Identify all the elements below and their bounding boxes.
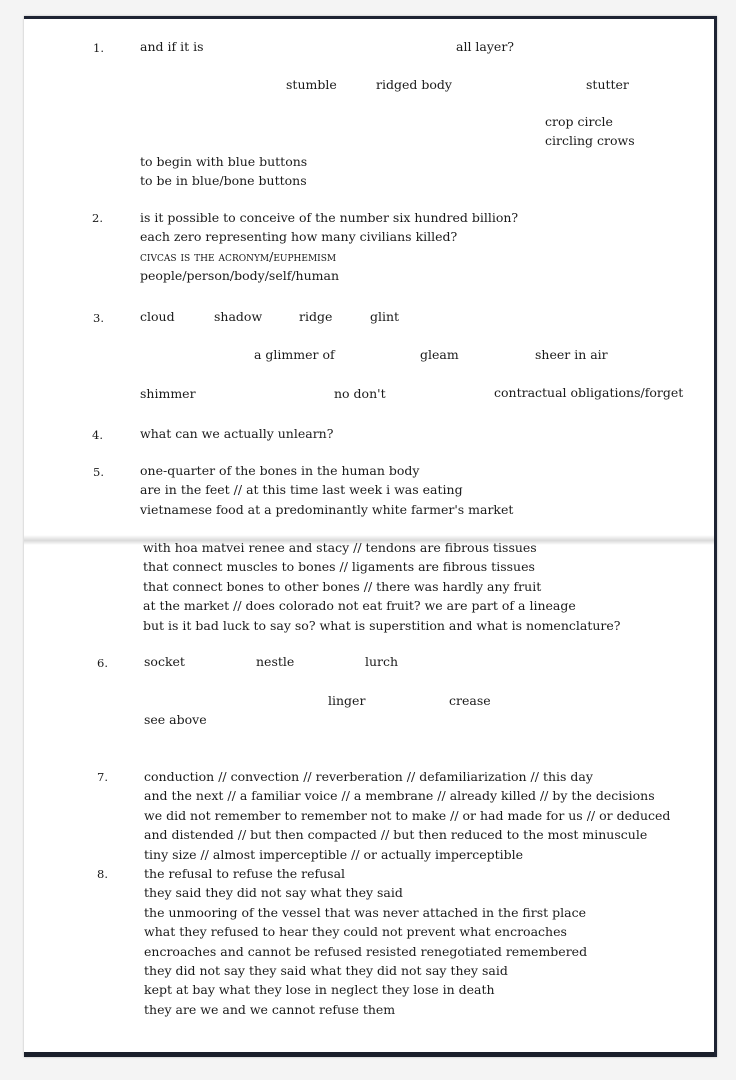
section-3-word: no don't [334, 386, 386, 401]
section-7-line: we did not remember to remember not to make // or had made for us // or deduced [144, 807, 671, 823]
section-4-line: what can we actually unlearn? [140, 426, 334, 441]
section-8-line: encroaches and cannot be refused resisted renegotiated remembered [144, 943, 588, 959]
section-number-7: 7. [97, 770, 108, 784]
section-2-line: civcas is the acronym/euphemism [140, 248, 337, 264]
section-1-line: all layer? [456, 39, 515, 54]
section-7-line: tiny size // almost imperceptible // or actually imperceptible [144, 846, 524, 862]
section-number-8: 8. [97, 867, 108, 881]
section-2-lines [140, 208, 518, 286]
section-6-word: lurch [365, 654, 399, 669]
section-1-line: and if it is [140, 39, 204, 54]
section-1-word: stutter [586, 77, 629, 92]
section-8-line: the refusal to refuse the refusal [144, 866, 346, 881]
section-8-line: they are we and we cannot refuse them [144, 1001, 396, 1017]
section-8-line: the unmooring of the vessel that was never attached in the first place [144, 904, 587, 920]
section-2-line: people/person/body/self/human [140, 268, 340, 284]
section-2-line: each zero representing how many civilians killed? [140, 229, 458, 245]
section-8-line: kept at bay what they lose in neglect they lose in death [144, 982, 495, 998]
section-5-lines-bottom [143, 538, 620, 635]
section-2-line: is it possible to conceive of the number six hundred billion? [140, 210, 519, 225]
section-1-crop-lines [545, 112, 635, 151]
section-8-lines [144, 864, 587, 1019]
section-3-word: sheer in air [535, 347, 608, 362]
section-6-word: socket [144, 654, 185, 669]
section-7-line: and the next // a familiar voice // a membrane // already killed // by the decisions [144, 788, 655, 804]
section-8-line: they did not say they said what they did not say they said [144, 963, 508, 979]
section-3-word: shadow [214, 309, 263, 324]
section-5-line: are in the feet // at this time last week i was eating [140, 482, 463, 498]
section-5-line: one-quarter of the bones in the human body [140, 463, 420, 478]
section-number-2: 2. [92, 211, 103, 225]
section-number-6: 6. [97, 656, 108, 670]
section-6-word: linger [328, 693, 366, 708]
section-1-line: circling crows [545, 133, 635, 149]
section-1-word: stumble [286, 77, 337, 92]
section-3-word: ridge [299, 309, 333, 324]
section-5-line: but is it bad luck to say so? what is superstition and what is nomenclature? [143, 617, 621, 633]
section-7-lines [144, 767, 670, 864]
section-5-line: that connect bones to other bones // there was hardly any fruit [143, 578, 542, 594]
section-5-line: with hoa matvei renee and stacy // tendons are fibrous tissues [143, 540, 537, 555]
section-number-1: 1. [93, 41, 104, 55]
section-8-line: what they refused to hear they could not prevent what encroaches [144, 924, 567, 940]
section-3-word: a glimmer of [254, 347, 335, 362]
section-7-line: and distended // but then compacted // but then reduced to the most minuscule [144, 827, 648, 843]
section-5-line: at the market // does colorado not eat fruit? we are part of a lineage [143, 598, 576, 614]
section-number-3: 3. [93, 311, 104, 325]
section-6-word: see above [144, 712, 207, 727]
section-7-line: conduction // convection // reverberation // defamiliarization // this day [144, 769, 593, 784]
section-3-word: glint [370, 309, 400, 324]
section-3-word: gleam [420, 347, 459, 362]
section-3-word: contractual obligations/forget [494, 385, 684, 400]
section-5-lines-top [140, 461, 513, 519]
section-5-line: that connect muscles to bones // ligaments are fibrous tissues [143, 559, 535, 575]
section-8-line: they said they did not say what they said [144, 885, 403, 901]
section-6-word: crease [449, 693, 491, 708]
section-1-line: to be in blue/bone buttons [140, 173, 307, 189]
section-number-5: 5. [93, 465, 104, 479]
poem-page [24, 16, 717, 1057]
section-3-word: cloud [140, 309, 175, 324]
section-5-line: vietnamese food at a predominantly white farmer's market [140, 501, 514, 517]
section-3-word: shimmer [140, 386, 196, 401]
section-6-word: nestle [256, 654, 295, 669]
section-1-line: to begin with blue buttons [140, 154, 308, 169]
section-number-4: 4. [92, 428, 103, 442]
section-1-closing-lines [140, 152, 307, 191]
section-1-line: crop circle [545, 114, 613, 129]
section-1-word: ridged body [376, 77, 452, 92]
